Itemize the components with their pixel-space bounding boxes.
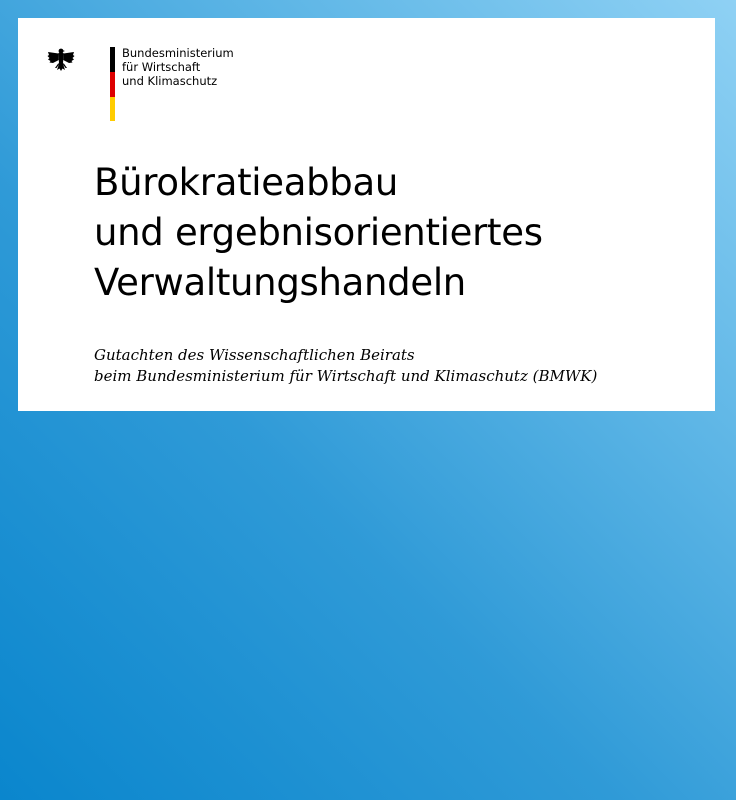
flag-bar (110, 47, 115, 121)
flag-stripe-red (110, 72, 115, 97)
title-line-2: und ergebnisorientiertes (94, 211, 543, 254)
cover-panel (18, 18, 715, 411)
ministry-name-line-3: und Klimaschutz (122, 74, 218, 88)
title-line-3: Verwaltungshandeln (94, 261, 466, 304)
federal-eagle-icon (46, 46, 76, 76)
document-title (94, 158, 543, 308)
ministry-name (122, 46, 234, 88)
flag-stripe-gold (110, 97, 115, 121)
flag-stripe-black (110, 47, 115, 72)
title-line-1: Bürokratieabbau (94, 161, 399, 204)
subtitle-line-1: Gutachten des Wissenschaftlichen Beirats (94, 346, 415, 364)
ministry-name-line-1: Bundesministerium (122, 46, 234, 60)
document-subtitle (94, 345, 597, 387)
ministry-name-line-2: für Wirtschaft (122, 60, 201, 74)
subtitle-line-2: beim Bundesministerium für Wirtschaft und Klimaschutz (BMWK) (94, 367, 598, 385)
ministry-logo (46, 46, 246, 142)
